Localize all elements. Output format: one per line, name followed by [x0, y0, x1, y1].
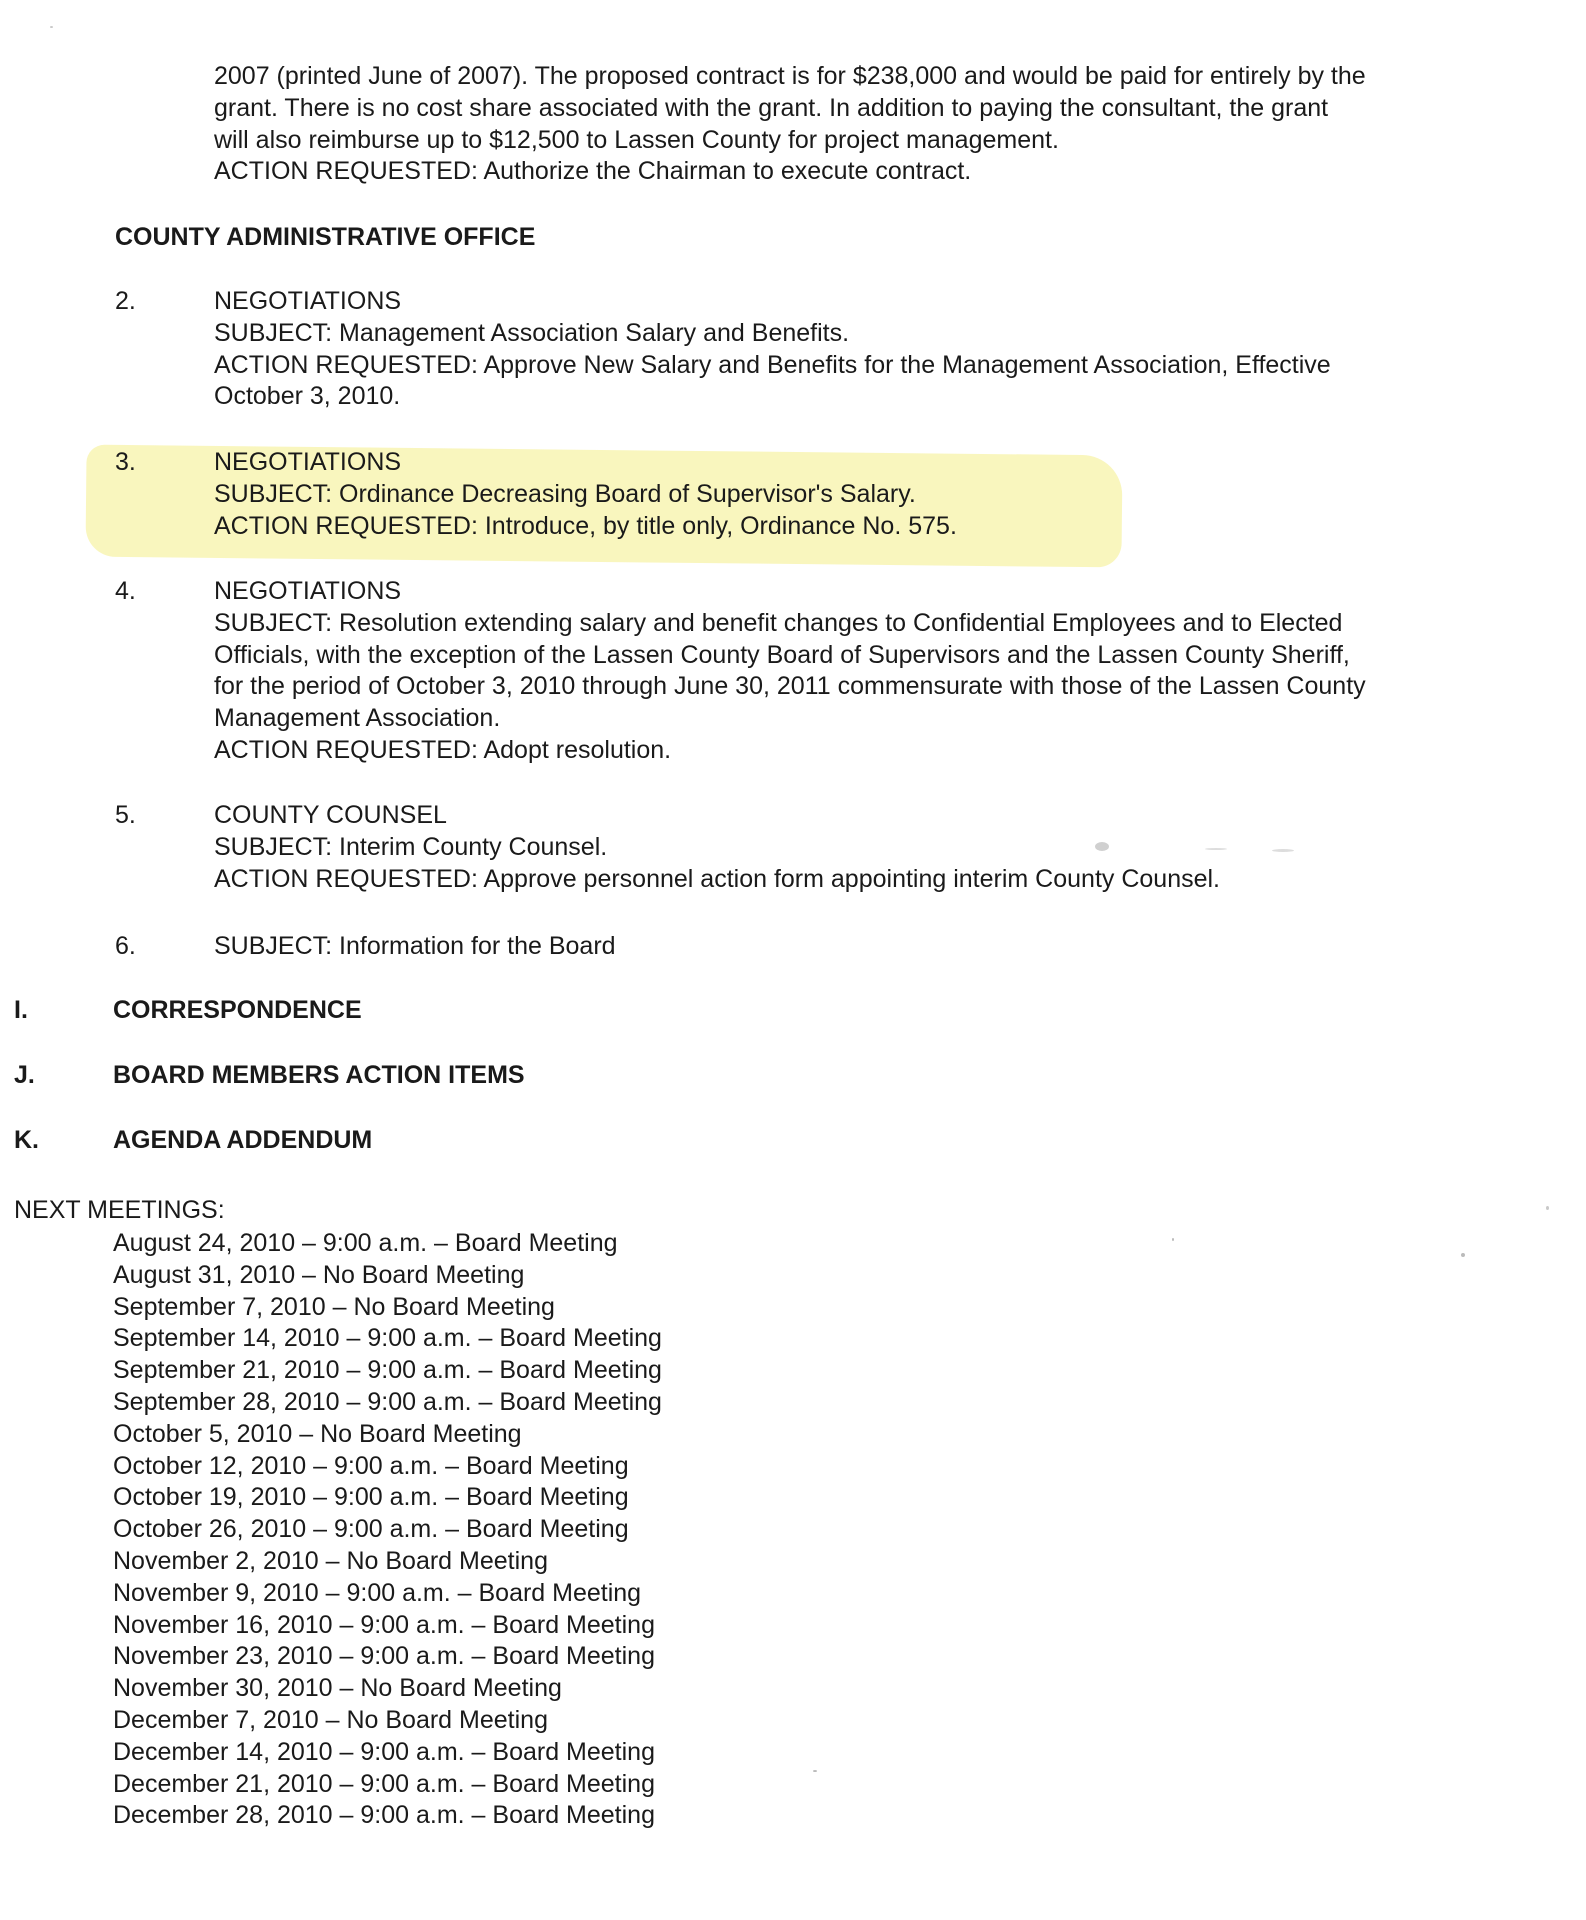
item-action: ACTION REQUESTED: Approve New Salary and Benefits for the Management Association, Effective — [214, 350, 1331, 379]
item-action-cont: October 3, 2010. — [214, 382, 401, 411]
item-subject: SUBJECT: Ordinance Decreasing Board of Supervisor's Salary. — [214, 479, 916, 508]
item-title: COUNTY COUNSEL — [214, 801, 447, 829]
meeting-entry: October 26, 2010 – 9:00 a.m. – Board Meeting — [113, 1515, 629, 1544]
section-letter: J. — [14, 1061, 35, 1089]
next-meetings-label: NEXT MEETINGS: — [14, 1196, 225, 1224]
meeting-entry: November 16, 2010 – 9:00 a.m. – Board Meeting — [113, 1610, 655, 1639]
section-agenda-addendum: AGENDA ADDENDUM — [113, 1126, 373, 1154]
agenda-item-4 — [214, 576, 1514, 767]
intro-line: grant. There is no cost share associated with the grant. In addition to paying the consultant, the grant — [214, 93, 1329, 122]
item-number: 2. — [115, 287, 136, 315]
scan-speck — [1172, 1238, 1174, 1241]
meeting-entry: August 31, 2010 – No Board Meeting — [113, 1260, 525, 1289]
meeting-entry: December 7, 2010 – No Board Meeting — [113, 1705, 548, 1734]
item-title: NEGOTIATIONS — [214, 287, 402, 315]
meeting-entry: December 28, 2010 – 9:00 a.m. – Board Meeting — [113, 1801, 655, 1830]
scan-speck — [1205, 848, 1227, 850]
county-admin-heading: COUNTY ADMINISTRATIVE OFFICE — [115, 223, 536, 251]
meeting-entry: September 28, 2010 – 9:00 a.m. – Board Meeting — [113, 1387, 662, 1416]
meeting-entry: September 21, 2010 – 9:00 a.m. – Board Meeting — [113, 1356, 662, 1385]
item-title: NEGOTIATIONS — [214, 448, 402, 476]
item-subject-cont: Officials, with the exception of the Lassen County Board of Supervisors and the Lassen County Sheriff, — [214, 640, 1350, 669]
item-number: 6. — [115, 932, 136, 960]
meeting-entry: October 5, 2010 – No Board Meeting — [113, 1419, 522, 1448]
item-action: ACTION REQUESTED: Adopt resolution. — [214, 735, 672, 764]
scan-speck — [1546, 1206, 1549, 1210]
intro-line: 2007 (printed June of 2007). The proposed contract is for $238,000 and would be paid for entirely by the — [214, 62, 1366, 90]
item-subject-cont: Management Association. — [214, 704, 501, 733]
item-action: ACTION REQUESTED: Approve personnel action form appointing interim County Counsel. — [214, 864, 1221, 893]
scan-speck — [50, 26, 53, 28]
meeting-entry: December 21, 2010 – 9:00 a.m. – Board Meeting — [113, 1769, 655, 1798]
meeting-entry: November 2, 2010 – No Board Meeting — [113, 1546, 548, 1575]
section-correspondence: CORRESPONDENCE — [113, 996, 362, 1024]
scan-speck — [1461, 1253, 1465, 1257]
scan-speck — [1272, 849, 1294, 852]
item-subject: SUBJECT: Interim County Counsel. — [214, 832, 608, 861]
meeting-entry: November 9, 2010 – 9:00 a.m. – Board Meeting — [113, 1578, 642, 1607]
agenda-item-3 — [214, 447, 1514, 542]
item-subject-cont: for the period of October 3, 2010 through June 30, 2011 commensurate with those of the Lassen County — [214, 672, 1366, 701]
section-board-members-action-items: BOARD MEMBERS ACTION ITEMS — [113, 1061, 525, 1089]
scan-speck — [1095, 842, 1109, 851]
item-subject: SUBJECT: Management Association Salary and Benefits. — [214, 318, 850, 347]
meeting-entry: September 14, 2010 – 9:00 a.m. – Board Meeting — [113, 1324, 662, 1353]
item-action: ACTION REQUESTED: Introduce, by title only, Ordinance No. 575. — [214, 511, 957, 540]
meeting-entry: August 24, 2010 – 9:00 a.m. – Board Meeting — [113, 1229, 618, 1257]
item-subject: SUBJECT: Information for the Board — [214, 932, 616, 960]
section-letter: I. — [14, 996, 28, 1024]
section-letter: K. — [14, 1126, 39, 1154]
intro-action-requested: ACTION REQUESTED: Authorize the Chairman to execute contract. — [214, 157, 972, 186]
meeting-entry: December 14, 2010 – 9:00 a.m. – Board Meeting — [113, 1737, 655, 1766]
agenda-item-5 — [214, 800, 1514, 895]
scan-speck — [813, 1770, 817, 1772]
item-number: 3. — [115, 448, 136, 476]
item-title: NEGOTIATIONS — [214, 577, 402, 605]
meeting-entry: October 19, 2010 – 9:00 a.m. – Board Meeting — [113, 1483, 629, 1512]
item-subject: SUBJECT: Resolution extending salary and benefit changes to Confidential Employees and to Elected — [214, 608, 1343, 637]
meeting-entry: November 30, 2010 – No Board Meeting — [113, 1674, 562, 1703]
meeting-entry: November 23, 2010 – 9:00 a.m. – Board Meeting — [113, 1642, 655, 1671]
agenda-item-6 — [214, 931, 1514, 963]
intro-paragraph — [214, 61, 1534, 188]
agenda-item-2 — [214, 286, 1514, 413]
meeting-entry: October 12, 2010 – 9:00 a.m. – Board Meeting — [113, 1451, 629, 1480]
intro-line: will also reimburse up to $12,500 to Lassen County for project management. — [214, 125, 1059, 154]
item-number: 5. — [115, 801, 136, 829]
item-number: 4. — [115, 577, 136, 605]
meeting-entry: September 7, 2010 – No Board Meeting — [113, 1292, 555, 1321]
next-meetings-list — [113, 1228, 662, 1832]
